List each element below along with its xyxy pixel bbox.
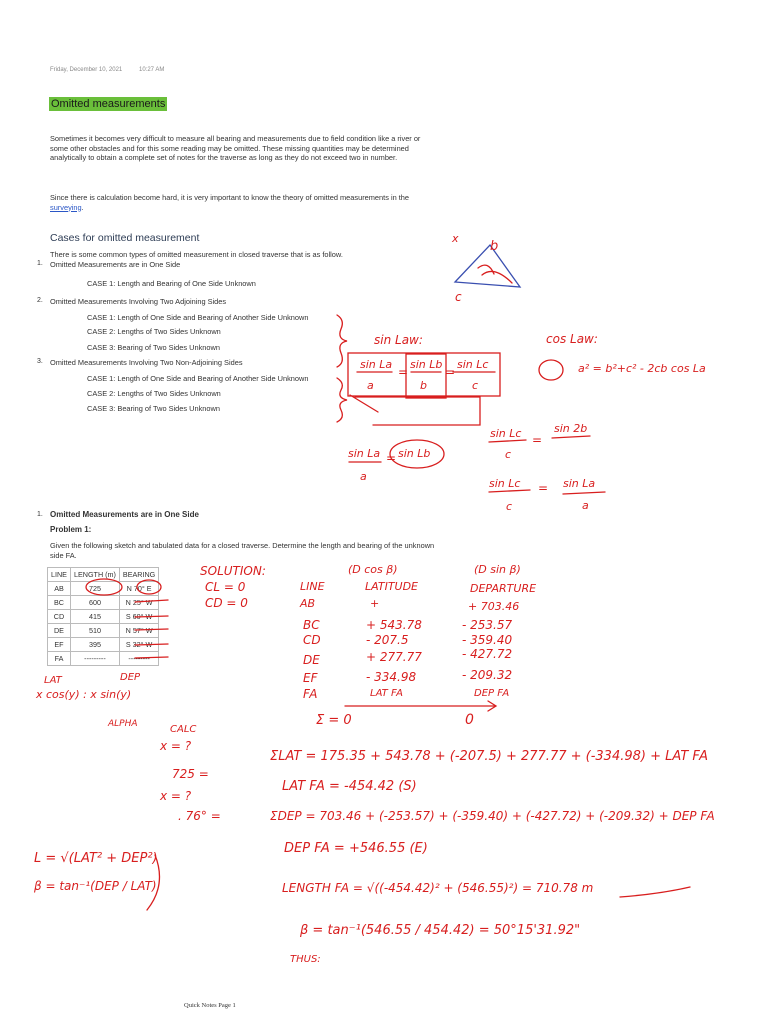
date: Friday, December 10, 2021	[50, 67, 123, 73]
svg-text:sin Lb: sin Lb	[410, 358, 443, 371]
svg-text:AB: AB	[300, 597, 316, 610]
svg-text:c: c	[455, 290, 462, 304]
cell: N 57° W	[119, 624, 158, 638]
svg-text:FA: FA	[303, 687, 318, 701]
svg-text:- 207.5: - 207.5	[366, 633, 409, 647]
svg-text:=: =	[386, 451, 397, 465]
case-item: CASE 2: Lengths of Two Sides Unknown	[87, 327, 221, 336]
svg-text:x = ?: x = ?	[160, 789, 192, 803]
svg-text:c: c	[506, 500, 513, 513]
hw-dep-head: (D sin β)	[474, 563, 521, 576]
cell: 725	[70, 582, 119, 596]
footer: Quick Notes Page 1	[184, 1002, 236, 1009]
svg-text:β = tan⁻¹(DEP / LAT): β = tan⁻¹(DEP / LAT)	[34, 879, 157, 893]
svg-text:LAT FA: LAT FA	[370, 688, 403, 699]
case-item: CASE 2: Lengths of Two Sides Unknown	[87, 389, 221, 398]
hw-solution: SOLUTION:	[200, 564, 266, 578]
cell: EF	[48, 638, 71, 652]
svg-text:a: a	[367, 379, 374, 392]
svg-text:- 427.72: - 427.72	[462, 647, 513, 661]
section-label: Omitted Measurements are in One Side	[50, 510, 199, 519]
hw-col-dep: DEPARTURE	[470, 582, 537, 595]
svg-text:a: a	[582, 499, 589, 512]
svg-text:DE: DE	[303, 653, 320, 667]
svg-text:+: +	[370, 597, 380, 610]
svg-text:CD: CD	[303, 633, 321, 647]
col-header: LENGTH (m)	[70, 568, 119, 582]
svg-text:725 =: 725 =	[172, 767, 209, 781]
hw-cos-formula: a² = b²+c² - 2cb cos La	[578, 362, 706, 375]
cell: S 32° W	[119, 638, 158, 652]
svg-text:CALC: CALC	[170, 724, 197, 735]
cell: FA	[48, 652, 71, 666]
cell: 395	[70, 638, 119, 652]
problem-title: Problem 1:	[50, 525, 92, 534]
svg-text:EF: EF	[303, 671, 318, 685]
hw-cd0: CD = 0	[205, 596, 248, 610]
cell: N 25° W	[119, 596, 158, 610]
svg-text:=: =	[538, 481, 549, 495]
svg-text:sin La: sin La	[563, 477, 596, 490]
col-header: LINE	[48, 568, 71, 582]
cell: S 60° W	[119, 610, 158, 624]
group-label: Omitted Measurements Involving Two Non-Adjoining Sides	[50, 358, 243, 367]
group-number: 3.	[37, 358, 43, 365]
svg-text:+ 703.46: + 703.46	[468, 600, 520, 613]
svg-text:x = ?: x = ?	[160, 739, 192, 753]
svg-text:=: =	[445, 365, 456, 379]
svg-text:sin Lc: sin Lc	[457, 358, 489, 371]
svg-text:c: c	[472, 379, 479, 392]
hw-cl0: CL = 0	[205, 580, 246, 594]
svg-text:0: 0	[465, 712, 474, 728]
hw-lat-head: (D cos β)	[348, 563, 398, 576]
cell: N 70° E	[119, 582, 158, 596]
svg-text:ALPHA: ALPHA	[108, 719, 138, 729]
cell: ---------	[119, 652, 158, 666]
group-label: Omitted Measurements are in One Side	[50, 260, 181, 269]
svg-text:sin La: sin La	[360, 358, 393, 371]
svg-text:DEP: DEP	[120, 672, 141, 683]
svg-text:ΣDEP = 703.46 + (-253.57) + (-: ΣDEP = 703.46 + (-253.57) + (-359.40) + (-427.72) + (-209.32) + DEP FA	[270, 809, 715, 823]
group-number: 2.	[37, 297, 43, 304]
svg-text:- 209.32: - 209.32	[462, 668, 513, 682]
svg-text:x: x	[452, 232, 459, 245]
cell: 510	[70, 624, 119, 638]
cell: DE	[48, 624, 71, 638]
svg-text:DEP FA = +546.55 (E): DEP FA = +546.55 (E)	[284, 841, 428, 856]
paragraph-1: Sometimes it becomes very difficult to measure all bearing and measurements due to field condition like a river or some other obstacles and for this some reading may be omitted. These missing quantities may be determined analytically to obtain a complete set of notes for the traverse as long as they do not exceed two in number.	[50, 134, 421, 162]
svg-text:=: =	[398, 365, 409, 379]
svg-text:=: =	[532, 433, 543, 447]
case-item: CASE 1: Length of One Side and Bearing of Another Side Unknown	[87, 313, 309, 322]
hw-col-lat: LATITUDE	[365, 580, 419, 593]
cell: CD	[48, 610, 71, 624]
svg-text:sin La: sin La	[348, 447, 381, 460]
hw-col-line: LINE	[300, 580, 325, 593]
cell: AB	[48, 582, 71, 596]
case-item: CASE 3: Bearing of Two Sides Unknown	[87, 404, 220, 413]
svg-text:- 253.57: - 253.57	[462, 618, 513, 632]
hw-cos-law: cos Law:	[546, 332, 598, 346]
svg-text:THUS:: THUS:	[290, 954, 321, 965]
svg-text:+ 277.77: + 277.77	[366, 650, 422, 664]
cell: 600	[70, 596, 119, 610]
case-item: CASE 1: Length of One Side and Bearing of Another Side Unknown	[87, 374, 309, 383]
page-title: Omitted measurements	[51, 98, 166, 110]
svg-text:x cos(y) : x sin(y): x cos(y) : x sin(y)	[36, 688, 132, 701]
svg-text:LENGTH FA = √((-454.42)² + (54: LENGTH FA = √((-454.42)² + (546.55)²) = 710.78 m	[282, 881, 594, 895]
svg-text:sin 2b: sin 2b	[554, 422, 588, 435]
time: 10:27 AM	[139, 67, 165, 73]
cell: ---------	[70, 652, 119, 666]
svg-text:b: b	[490, 239, 499, 254]
case-item: CASE 1: Length and Bearing of One Side Unknown	[87, 279, 256, 288]
svg-text:β = tan⁻¹(546.55 / 454.42) = 5: β = tan⁻¹(546.55 / 454.42) = 50°15'31.92"	[300, 923, 581, 938]
svg-text:Σ = 0: Σ = 0	[316, 713, 352, 728]
svg-text:sin Lc: sin Lc	[490, 427, 522, 440]
svg-text:b: b	[420, 379, 427, 392]
col-header: BEARING	[119, 568, 158, 582]
cell: BC	[48, 596, 71, 610]
svg-text:BC: BC	[303, 618, 320, 632]
svg-text:a: a	[360, 470, 367, 483]
svg-text:sin Lb: sin Lb	[398, 447, 431, 460]
cases-intro: There is some common types of omitted measurement in closed traverse that is as follow.	[50, 250, 343, 259]
svg-text:L = √(LAT² + DEP²): L = √(LAT² + DEP²)	[34, 851, 158, 866]
group-label: Omitted Measurements Involving Two Adjoining Sides	[50, 297, 227, 306]
svg-text:- 359.40: - 359.40	[462, 633, 513, 647]
svg-text:DEP FA: DEP FA	[474, 688, 510, 699]
svg-text:. 76° =: . 76° =	[178, 809, 221, 823]
svg-text:ΣLAT = 175.35 + 543.78 + (-207: ΣLAT = 175.35 + 543.78 + (-207.5) + 277.77 + (-334.98) + LAT FA	[270, 749, 708, 764]
svg-text:+ 543.78: + 543.78	[366, 618, 422, 632]
hw-sin-law: sin Law:	[374, 333, 423, 347]
surveying-link[interactable]: surveying	[50, 202, 82, 212]
cases-heading: Cases for omitted measurement	[50, 232, 200, 244]
paragraph-2: Since there is calculation become hard, it is very important to know the theory of omitted measurements in the surveying.	[50, 193, 410, 212]
svg-text:LAT: LAT	[44, 675, 62, 686]
svg-text:LAT FA = -454.42 (S): LAT FA = -454.42 (S)	[282, 779, 417, 794]
section-number: 1.	[37, 511, 43, 518]
svg-text:- 334.98: - 334.98	[366, 670, 417, 684]
svg-text:sin Lc: sin Lc	[489, 477, 521, 490]
group-number: 1.	[37, 260, 43, 267]
svg-text:c: c	[505, 448, 512, 461]
case-item: CASE 3: Bearing of Two Sides Unknown	[87, 343, 220, 352]
problem-text: Given the following sketch and tabulated data for a closed traverse. Determine the length and bearing of the unknown side FA.	[50, 541, 435, 560]
cell: 415	[70, 610, 119, 624]
